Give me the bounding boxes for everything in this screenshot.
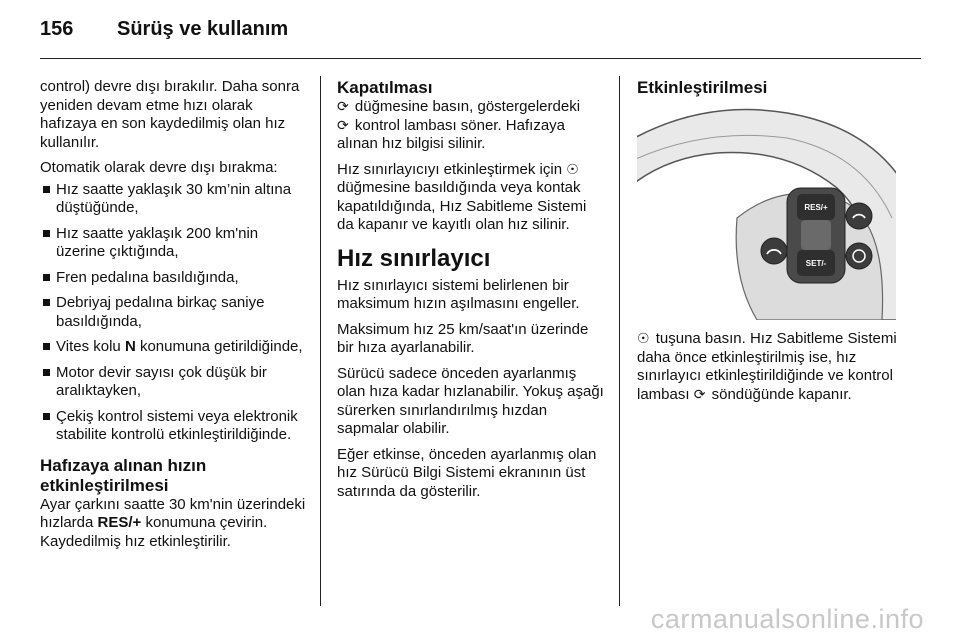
speed-limiter-icon: ☉	[637, 330, 650, 346]
text: Ayar çarkını saatte 30 km'nin üzerindeki hızlarda	[40, 495, 306, 531]
column-divider-2	[619, 76, 620, 606]
column-divider-1	[320, 76, 321, 606]
paragraph	[337, 98, 605, 154]
text: konumuna getirildiğinde,	[135, 338, 303, 355]
res-label: RES/+	[804, 203, 828, 212]
text: Hız sınırlayıcıyı etkinleştirmek için	[337, 160, 567, 178]
gear-position-label: N	[124, 338, 136, 355]
text: kontrol lambası söner. Hafızaya alınan hız bilgisi silinir.	[337, 116, 566, 152]
page-header	[40, 18, 920, 48]
text: düğmesine basın, göstergelerdeki	[350, 98, 581, 115]
paragraph: Eğer etkinse, önceden ayarlanmış olan hız Sürücü Bilgi Sistemi ekranının üst satırında da gösterilir.	[337, 445, 597, 500]
bullet-list	[40, 181, 310, 445]
watermark: carmanualsonline.info	[650, 604, 924, 634]
paragraph	[637, 330, 907, 404]
speed-limiter-icon: ☉	[566, 160, 579, 177]
paragraph	[40, 496, 310, 552]
paragraph: Otomatik olarak devre dışı bırakma:	[40, 159, 278, 176]
text: tuşuna basın. Hız Sabitleme Sistemi daha önce etkinleştirilmiş ise, hız sınırlayıcı etkinleştirildiğinde ve kontrol lambası	[637, 330, 897, 403]
cruise-control-icon: ⟳	[337, 98, 349, 114]
column-2	[337, 78, 605, 508]
chapter-heading: Hız sınırlayıcı	[337, 244, 491, 272]
cruise-control-icon: ⟳	[337, 116, 349, 133]
header-divider	[40, 58, 921, 59]
list-item: Motor devir sayısı çok düşük bir aralıktayken,	[40, 364, 310, 401]
paragraph: control) devre dışı bırakılır. Daha sonra yeniden devam etme hızı olarak hafızaya en son kaydedilmiş olan hız kullanılır.	[40, 78, 300, 151]
text: söndüğünde kapanır.	[707, 385, 852, 403]
text: Vites kolu	[56, 338, 125, 355]
text: konumuna çevirin. Kaydedilmiş hız etkinleştirilir.	[40, 514, 268, 550]
list-item: Hız saatte yaklaşık 200 km'nin üzerine çıktığında,	[40, 225, 310, 262]
text: düğmesine basıldığında veya kontak kapatıldığında, Hız Sabitleme Sistemi da kapanır ve kayıtlı olan hız silinir.	[337, 179, 587, 233]
page-title: Sürüş ve kullanım	[117, 18, 289, 40]
section-heading: Kapatılması	[337, 78, 433, 97]
paragraph: Sürücü sadece önceden ayarlanmış olan hıza kadar hızlanabilir. Yokuş aşağı sürerken sınırlandırılmış hızdan sapmalar olabilir.	[337, 364, 604, 437]
section-heading: Hafızaya alınan hızın etkinleştirilmesi	[40, 455, 207, 495]
list-item	[40, 338, 310, 357]
steering-wheel-drawing	[637, 108, 896, 320]
steering-wheel-illustration	[637, 108, 896, 320]
list-item: Hız saatte yaklaşık 30 km’nin altına düştüğünde,	[40, 181, 310, 218]
paragraph: Maksimum hız 25 km/saat'ın üzerinde bir hıza ayarlanabilir.	[337, 320, 589, 356]
section-heading: Etkinleştirilmesi	[637, 78, 768, 97]
list-item: Debriyaj pedalına birkaç saniye basıldığında,	[40, 294, 310, 331]
list-item: Fren pedalına basıldığında,	[40, 269, 310, 288]
res-label: RES/+	[97, 514, 142, 531]
cruise-control-icon: ⟳	[693, 385, 706, 402]
column-3	[637, 78, 907, 411]
page-number: 156	[40, 18, 74, 40]
paragraph: Hız sınırlayıcı sistemi belirlenen bir maksimum hızın aşılmasını engeller.	[337, 276, 580, 312]
column-1	[40, 78, 310, 558]
set-label: SET/-	[805, 259, 827, 268]
list-item: Çekiş kontrol sistemi veya elektronik stabilite kontrolü etkinleştirildiğinde.	[40, 408, 310, 445]
paragraph	[337, 161, 605, 235]
